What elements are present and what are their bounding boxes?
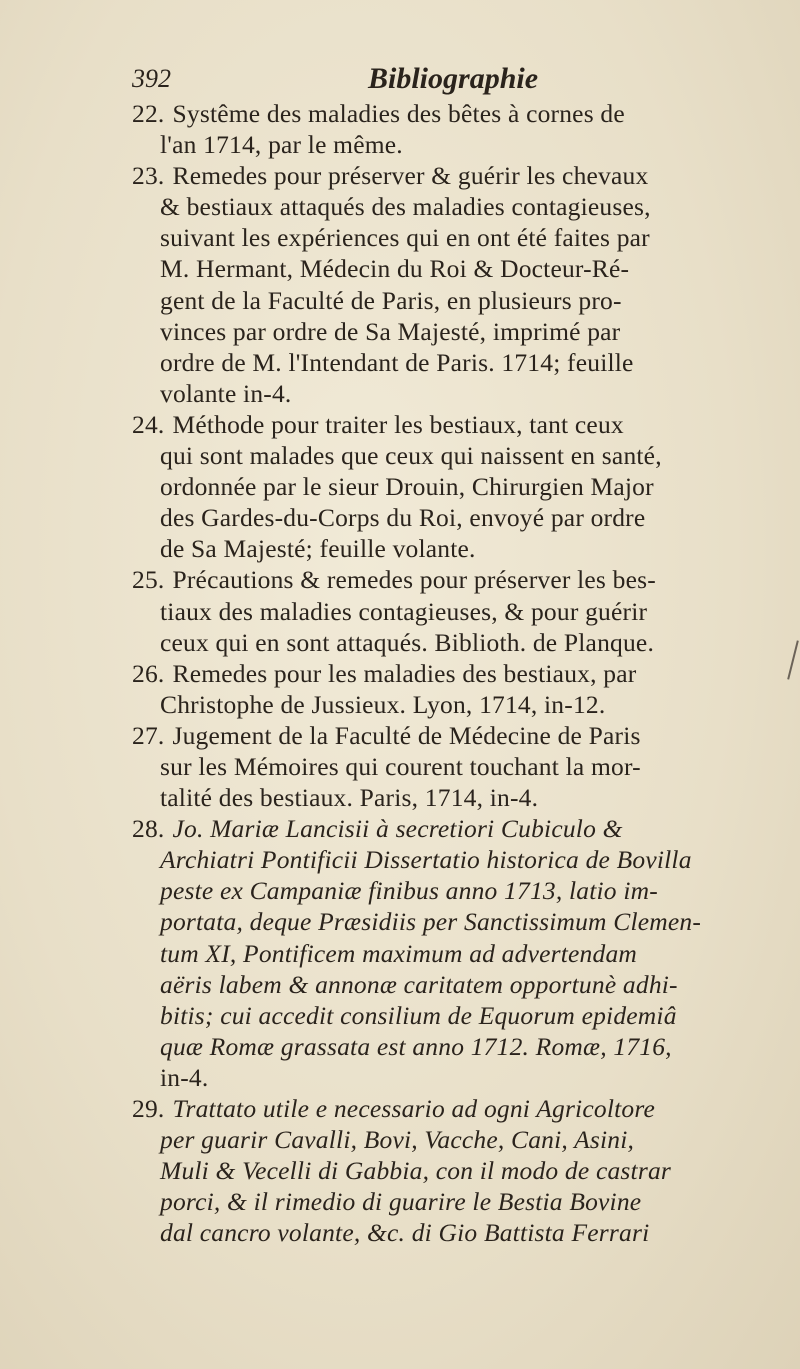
entry-line: l'an 1714, par le même. — [160, 130, 403, 160]
entry-line: ordonnée par le sieur Drouin, Chirurgien Major — [160, 472, 654, 502]
running-head: Bibliographie — [368, 62, 539, 95]
entry-line: volante in-4. — [160, 378, 292, 408]
entry-number: 29. — [132, 1094, 165, 1123]
entry-line: Remedes pour préserver & guérir les chevaux — [172, 161, 649, 191]
entry-line: aëris labem & annonæ caritatem opportunè adhi- — [160, 969, 678, 999]
entry-line: Jugement de la Faculté de Médecine de Paris — [172, 720, 641, 750]
entry-24 — [130, 409, 790, 564]
entry-line: Systême des maladies des bêtes à cornes de — [172, 99, 625, 128]
entry-22 — [130, 98, 790, 160]
entry-25 — [130, 564, 790, 657]
entry-line: Jo. Mariæ Lancisii à secretiori Cubiculo & — [172, 814, 623, 844]
entry-line: Précautions & remedes pour préserver les bes- — [172, 565, 656, 595]
page-header — [0, 58, 800, 98]
page-number: 392 — [132, 64, 171, 93]
entry-line: Méthode pour traiter les bestiaux, tant ceux — [172, 409, 624, 439]
bibliography-entries — [130, 98, 790, 1248]
entry-line: dal cancro volante, &c. di Gio Battista Ferrari — [160, 1218, 650, 1248]
entry-line: sur les Mémoires qui courent touchant la mor- — [160, 751, 641, 781]
entry-number: 22. — [132, 99, 165, 128]
entry-line: Trattato utile e necessario ad ogni Agricoltore — [172, 1094, 656, 1123]
entry-line: peste ex Campaniæ finibus anno 1713, latio im- — [160, 876, 658, 906]
entry-26 — [130, 658, 790, 720]
entry-line: bitis; cui accedit consilium de Equorum epidemiâ — [160, 1000, 677, 1030]
entry-line: de Sa Majesté; feuille volante. — [160, 534, 476, 564]
entry-number: 23. — [132, 161, 165, 191]
entry-number: 28. — [132, 814, 165, 844]
entry-number: 26. — [132, 658, 165, 688]
entry-number: 24. — [132, 409, 165, 439]
entry-line: des Gardes-du-Corps du Roi, envoyé par ordre — [160, 503, 646, 533]
entry-line: tiaux des maladies contagieuses, & pour guérir — [160, 596, 648, 626]
entry-line: Archiatri Pontificii Dissertatio historica de Bovilla — [160, 845, 692, 875]
entry-line: in-4. — [160, 1062, 209, 1092]
entry-line: porci, & il rimedio di guarire le Bestia Bovine — [160, 1187, 642, 1217]
entry-line: suivant les expériences qui en ont été faites par — [160, 223, 650, 253]
entry-line: Muli & Vecelli di Gabbia, con il modo de castrar — [160, 1156, 672, 1186]
entry-line: quæ Romæ grassata est anno 1712. Romæ, 1716, — [160, 1031, 672, 1061]
entry-line: qui sont malades que ceux qui naissent en santé, — [160, 441, 662, 471]
entry-29 — [130, 1093, 790, 1248]
entry-line: ordre de M. l'Intendant de Paris. 1714; feuille — [160, 347, 634, 377]
entry-line: tum XI, Pontificem maximum ad advertendam — [160, 938, 638, 968]
entry-27 — [130, 720, 790, 813]
entry-28 — [130, 813, 790, 1093]
entry-line: gent de la Faculté de Paris, en plusieurs pro- — [160, 285, 622, 315]
entry-23 — [130, 160, 790, 409]
entry-line: & bestiaux attaqués des maladies contagieuses, — [160, 192, 651, 222]
entry-line: Christophe de Jussieux. Lyon, 1714, in-12. — [160, 689, 606, 719]
entry-line: vinces par ordre de Sa Majesté, imprimé par — [160, 316, 621, 346]
entry-number: 27. — [132, 720, 165, 750]
entry-line: per guarir Cavalli, Bovi, Vacche, Cani, Asini, — [160, 1125, 635, 1155]
entry-number: 25. — [132, 565, 165, 595]
entry-line: talité des bestiaux. Paris, 1714, in-4. — [160, 783, 539, 813]
entry-line: M. Hermant, Médecin du Roi & Docteur-Ré- — [160, 254, 630, 284]
entry-line: portata, deque Præsidiis per Sanctissimum Clemen- — [160, 907, 702, 937]
entry-line: ceux qui en sont attaqués. Biblioth. de Planque. — [160, 627, 655, 657]
entry-line: Remedes pour les maladies des bestiaux, par — [172, 658, 637, 688]
